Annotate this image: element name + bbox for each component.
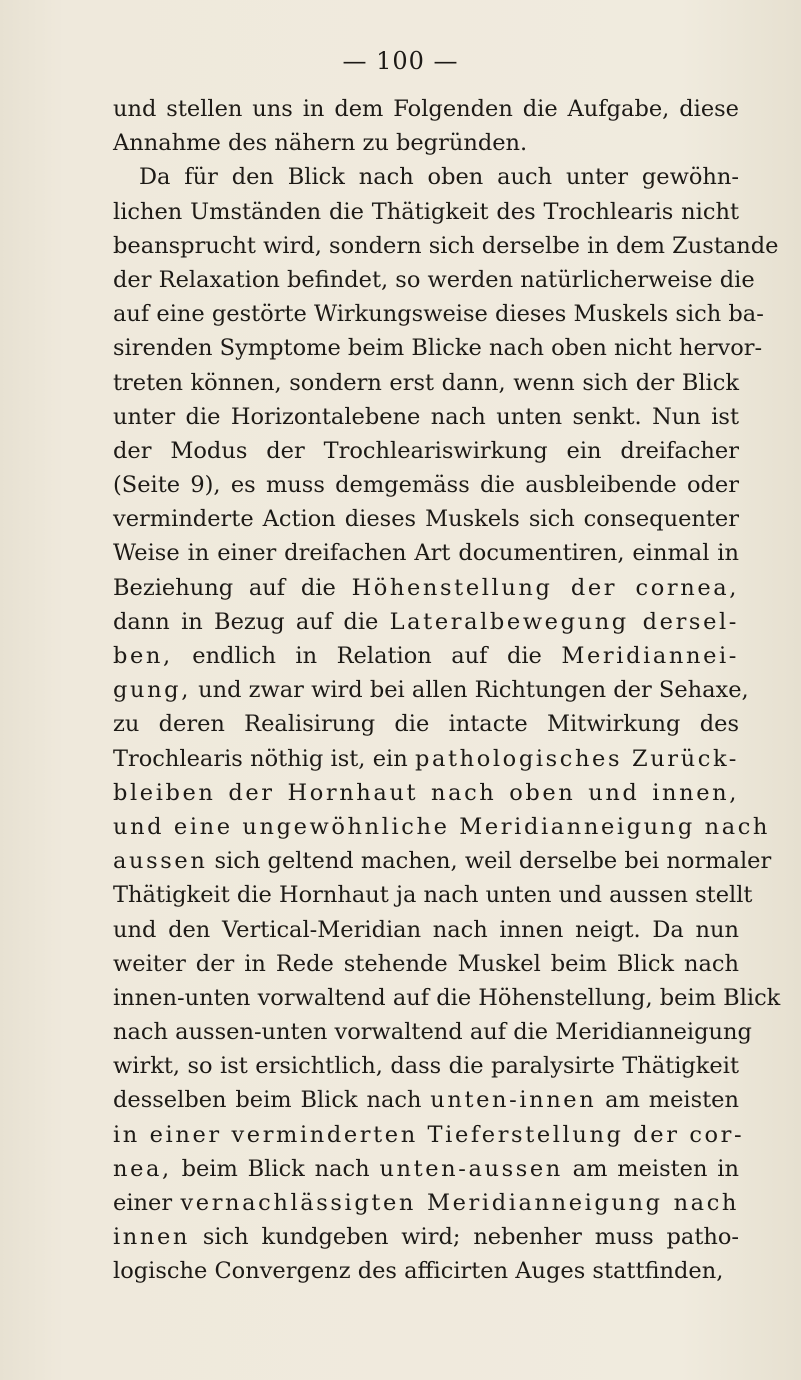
text-line: treten können, sondern erst dann, wenn sich der Blick bbox=[113, 369, 739, 396]
text-line: Thätigkeit die Hornhaut ja nach unten und aussen stellt bbox=[113, 882, 753, 909]
text-line: logische Convergenz des afficirten Auges stattfinden, bbox=[113, 1258, 724, 1285]
text-line: Annahme des nähern zu begründen. bbox=[113, 130, 528, 157]
text-line: desselben beim Blick nach unten-innen am meisten bbox=[113, 1087, 739, 1114]
text-line: Da für den Blick nach oben auch unter gewöhn- bbox=[139, 164, 739, 191]
text-line: auf eine gestörte Wirkungsweise dieses Muskels sich ba- bbox=[113, 301, 764, 328]
spaced-emphasis: innen bbox=[113, 1224, 190, 1251]
spaced-emphasis: Meridiannei- bbox=[561, 643, 739, 669]
text-line: dann in Bezug auf die Lateralbewegung dersel- bbox=[113, 608, 739, 635]
spaced-emphasis: nea, bbox=[113, 1155, 172, 1182]
text-line: ben, endlich in Relation auf die Meridiannei- bbox=[113, 643, 739, 669]
text-line: verminderte Action dieses Muskels sich consequenter bbox=[113, 506, 739, 533]
text-line: in einer verminderten Tieferstellung der cor- bbox=[113, 1121, 745, 1148]
text-line: aussen sich geltend machen, weil derselbe bei normaler bbox=[113, 848, 772, 875]
text-line: lichen Umständen die Thätigkeit des Trochlearis nicht bbox=[113, 198, 739, 225]
text-line: unter die Horizontalebene nach unten senkt. Nun ist bbox=[113, 403, 739, 430]
text-line: (Seite 9), es muss demgemäss die ausbleibende oder bbox=[113, 472, 739, 499]
body-text bbox=[113, 92, 781, 1289]
spaced-emphasis: ben, bbox=[113, 643, 173, 669]
text-line: innen-unten vorwaltend auf die Höhenstellung, beim Blick bbox=[113, 984, 781, 1011]
spaced-emphasis: vernachlässigten Meridianneigung nach bbox=[180, 1190, 739, 1216]
text-line: weiter der in Rede stehende Muskel beim Blick nach bbox=[113, 950, 739, 977]
text-line: und den Vertical-Meridian nach innen neigt. Da nun bbox=[113, 916, 739, 943]
text-line: der Modus der Trochleariswirkung ein dreifacher bbox=[113, 437, 739, 464]
text-line: beansprucht wird, sondern sich derselbe in dem Zustande bbox=[113, 232, 779, 259]
text-line: gung, und zwar wird bei allen Richtungen der Sehaxe, bbox=[113, 677, 749, 704]
text-line: einer vernachlässigten Meridianneigung nach bbox=[113, 1190, 739, 1216]
spaced-emphasis: gung, bbox=[113, 677, 191, 704]
spaced-emphasis: aussen bbox=[113, 848, 208, 875]
spaced-emphasis: pathologisches Zurück- bbox=[414, 745, 739, 772]
spaced-emphasis: unten-innen bbox=[430, 1087, 597, 1114]
text-line: zu deren Realisirung die intacte Mitwirkung des bbox=[113, 711, 739, 738]
page-number: — 100 — bbox=[342, 47, 459, 75]
text-line: nach aussen-unten vorwaltend auf die Meridianneigung bbox=[113, 1019, 752, 1046]
text-line: bleiben der Hornhaut nach oben und innen, bbox=[113, 779, 739, 806]
spaced-emphasis: Höhenstellung der cornea, bbox=[351, 574, 739, 601]
text-line: innen sich kundgeben wird; nebenher muss patho- bbox=[113, 1224, 739, 1251]
spaced-emphasis: unten-aussen bbox=[379, 1155, 563, 1182]
text-line: Trochlearis nöthig ist, ein pathologisches Zurück- bbox=[113, 745, 739, 772]
text-line: sirenden Symptome beim Blicke nach oben nicht hervor- bbox=[113, 335, 763, 362]
text-line: Weise in einer dreifachen Art documentiren, einmal in bbox=[113, 540, 739, 567]
text-line: und eine ungewöhnliche Meridianneigung nach bbox=[113, 813, 770, 840]
text-line: nea, beim Blick nach unten-aussen am meisten in bbox=[113, 1155, 739, 1182]
spaced-emphasis: Lateralbewegung dersel- bbox=[389, 608, 739, 635]
text-line: der Relaxation befindet, so werden natürlicherweise die bbox=[113, 266, 755, 293]
text-line: wirkt, so ist ersichtlich, dass die paralysirte Thätigkeit bbox=[113, 1053, 739, 1080]
text-line: Beziehung auf die Höhenstellung der cornea, bbox=[113, 574, 739, 601]
text-line: und stellen uns in dem Folgenden die Aufgabe, diese bbox=[113, 96, 739, 122]
